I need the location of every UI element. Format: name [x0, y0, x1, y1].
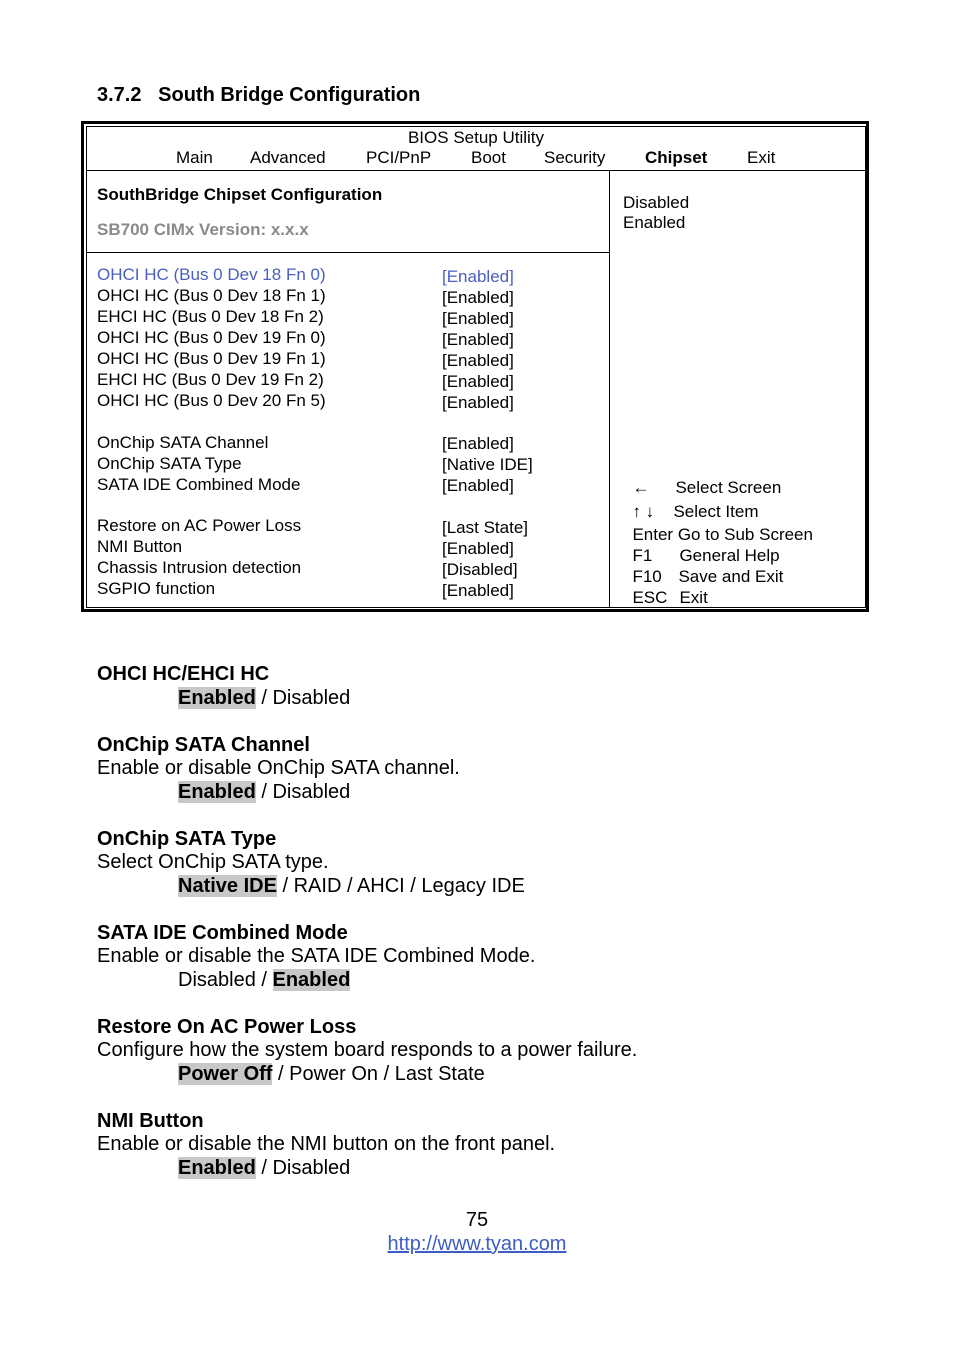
desc-text: Enable or disable the NMI button on the front panel. — [97, 1133, 556, 1155]
desc-choices — [178, 875, 525, 898]
tab-chipset[interactable]: Chipset — [645, 148, 708, 167]
option-label[interactable]: OnChip SATA Type — [97, 454, 242, 473]
panel-title: SouthBridge Chipset Configuration — [97, 185, 383, 204]
desc-choices — [178, 1063, 485, 1086]
option-label[interactable]: SGPIO function — [97, 579, 216, 598]
bios-title: BIOS Setup Utility — [407, 128, 545, 147]
tab-main[interactable]: Main — [176, 148, 213, 167]
key-action: Select Item — [673, 502, 759, 521]
help-option-disabled: Disabled — [623, 193, 690, 212]
other-choices: / Disabled — [255, 781, 351, 803]
default-choice: Power Off — [178, 1063, 273, 1085]
key-action: Go to Sub Screen — [677, 525, 813, 544]
key-label: ESC — [632, 588, 668, 607]
key-label: Enter — [632, 525, 674, 544]
tab-exit[interactable]: Exit — [747, 148, 776, 167]
up-down-arrow-icon: ↑ ↓ — [632, 502, 655, 521]
default-choice: Enabled — [178, 687, 256, 709]
default-choice: Native IDE — [178, 875, 277, 897]
desc-choices — [178, 781, 350, 804]
tab-boot[interactable]: Boot — [471, 148, 506, 167]
option-value[interactable]: [Enabled] — [442, 288, 514, 307]
desc-text: Select OnChip SATA type. — [97, 851, 329, 873]
option-label[interactable]: OHCI HC (Bus 0 Dev 19 Fn 1) — [97, 349, 326, 368]
desc-title-ohci-ehci: OHCI HC/EHCI HC — [97, 663, 270, 685]
option-value[interactable]: [Enabled] — [442, 330, 514, 349]
option-value[interactable]: [Enabled] — [442, 393, 514, 412]
desc-title-nmi: NMI Button — [97, 1110, 204, 1132]
key-action: Save and Exit — [678, 567, 784, 586]
desc-title-sata-channel: OnChip SATA Channel — [97, 734, 310, 756]
option-value[interactable]: [Native IDE] — [442, 455, 533, 474]
desc-text: Enable or disable the SATA IDE Combined Mode. — [97, 945, 536, 967]
tab-security[interactable]: Security — [544, 148, 606, 167]
help-option-enabled: Enabled — [623, 213, 686, 232]
option-value[interactable]: [Enabled] — [442, 351, 514, 370]
option-value[interactable]: [Enabled] — [442, 539, 514, 558]
desc-choices — [178, 687, 350, 710]
option-value[interactable]: [Enabled] — [442, 434, 514, 453]
option-value[interactable]: [Enabled] — [442, 476, 514, 495]
desc-choices — [178, 969, 350, 992]
option-value[interactable]: [Enabled] — [442, 309, 514, 328]
key-action: General Help — [679, 546, 780, 565]
key-action: Select Screen — [675, 478, 782, 497]
option-label[interactable]: Restore on AC Power Loss — [97, 516, 302, 535]
option-label[interactable]: NMI Button — [97, 537, 183, 556]
desc-title-sata-type: OnChip SATA Type — [97, 828, 277, 850]
option-value[interactable]: [Last State] — [442, 518, 528, 537]
option-label[interactable]: SATA IDE Combined Mode — [97, 475, 301, 494]
tab-pci-pnp[interactable]: PCI/PnP — [366, 148, 432, 167]
other-choices: / Power On / Last State — [272, 1063, 485, 1085]
option-label[interactable]: Chassis Intrusion detection — [97, 558, 302, 577]
key-label: F1 — [632, 546, 653, 565]
key-label: F10 — [632, 567, 662, 586]
desc-title-sata-combined: SATA IDE Combined Mode — [97, 922, 348, 944]
option-label[interactable]: OHCI HC (Bus 0 Dev 18 Fn 1) — [97, 286, 326, 305]
option-value[interactable]: [Enabled] — [442, 372, 514, 391]
tab-advanced[interactable]: Advanced — [250, 148, 326, 167]
default-choice: Enabled — [178, 1157, 256, 1179]
desc-text: Enable or disable OnChip SATA channel. — [97, 757, 460, 779]
desc-choices — [178, 1157, 350, 1180]
option-label[interactable]: OnChip SATA Channel — [97, 433, 269, 452]
option-label[interactable]: OHCI HC (Bus 0 Dev 18 Fn 0) — [97, 265, 326, 284]
version-label: SB700 CIMx Version: x.x.x — [97, 220, 309, 239]
option-label[interactable]: EHCI HC (Bus 0 Dev 18 Fn 2) — [97, 307, 324, 326]
option-label[interactable]: OHCI HC (Bus 0 Dev 20 Fn 5) — [97, 391, 326, 410]
left-arrow-icon: ← — [632, 478, 650, 497]
key-action: Exit — [679, 588, 708, 607]
page-number: 75 — [465, 1209, 489, 1231]
other-choices: / Disabled — [255, 1157, 351, 1179]
key-esc — [623, 568, 708, 608]
option-value[interactable]: [Enabled] — [442, 581, 514, 600]
header-divider — [86, 252, 609, 253]
tab-divider — [86, 170, 866, 171]
other-choices: / Disabled — [255, 687, 351, 709]
section-heading: 3.7.2 South Bridge Configuration — [97, 84, 421, 106]
other-choices: Disabled / — [178, 969, 273, 991]
option-value[interactable]: [Disabled] — [442, 560, 518, 579]
website-link[interactable]: http://www.tyan.com — [387, 1233, 567, 1255]
option-label[interactable]: EHCI HC (Bus 0 Dev 19 Fn 2) — [97, 370, 324, 389]
default-choice: Enabled — [272, 969, 351, 991]
desc-text: Configure how the system board responds to a power failure. — [97, 1039, 638, 1061]
option-value[interactable]: [Enabled] — [442, 267, 514, 286]
other-choices: / RAID / AHCI / Legacy IDE — [276, 875, 525, 897]
default-choice: Enabled — [178, 781, 256, 803]
help-divider — [609, 170, 610, 608]
desc-title-ac-power: Restore On AC Power Loss — [97, 1016, 357, 1038]
option-label[interactable]: OHCI HC (Bus 0 Dev 19 Fn 0) — [97, 328, 326, 347]
